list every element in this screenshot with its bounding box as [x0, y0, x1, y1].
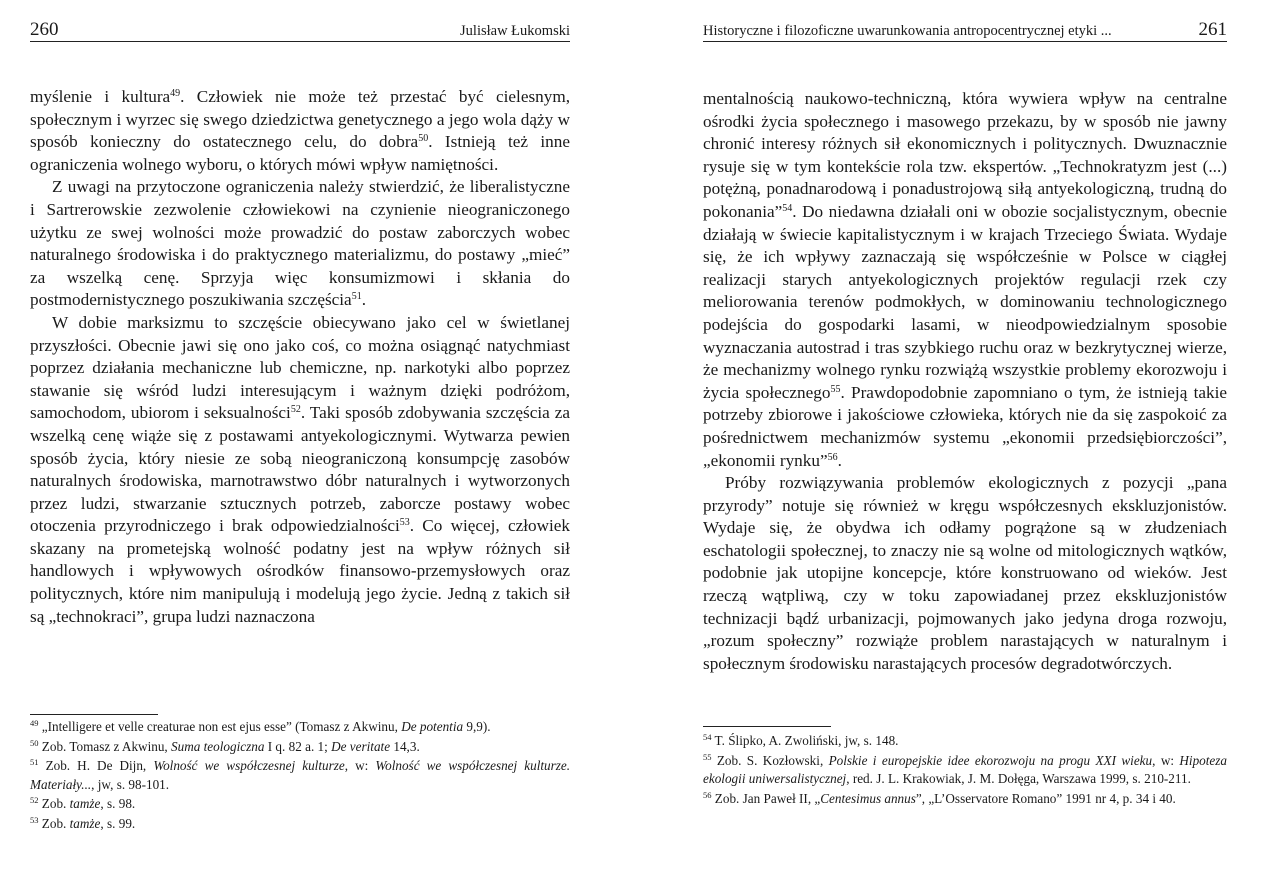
paragraph: W dobie marksizmu to szczęście obiecywano jako cel w świetlanej przyszłości. Obecnie jawi się ono jako coś, co można osiągnąć natychmiast poprzez działania mechaniczne lub chemiczne, np. narkotyki albo poprzez stawanie się wśród ludzi interesującym i ważnym dzięki podróżom, samochodom, ubiorom i seksualności$^{52}$. Taki sposób zdobywania szczęścia za wszelką cenę wiąże się z postawami antyekologicznymi. Wytwarza pewien sposób życia, który niesie ze sobą nieograniczoną konsumpcję zasobów naturalnych środowiska, marnotrawstwo dóbr naturalnych i wytworzonych przez ludzi, stwarzanie sztucznych potrzeb, zaborcze postawy wobec otoczenia przyrodniczego i brak odpowiedzialności$^{53}$. Co więcej, człowiek skazany na prometejską wolność podatny jest na wpływ różnych sił handlowych i wpływowych ośrodków finansowo-przemysłowych oraz politycznych, które nim manipulują i modelują jego życie. Jedną z takich sił są „technokraci”, grupa ludzi naznaczona [30, 312, 570, 626]
paragraph: Próby rozwiązywania problemów ekologicznych z pozycji „pana przyrody” notuje się również w kręgu współczesnych ekskluzjonistów. Wydaje się, że obydwa ich odłamy pogrążone są w złudzeniach eschatologii społecznej, to znaczy nie są wolne od mitologicznych wątków, podobnie jak utopijne koncepcje, które konstruowano od wieków. Jest rzeczą wątpliwą, czy w toku zapowiadanej przez ekskluzjonistów technizacji bądź urbanizacji, pojmowanych jako jedyna droga rozwoju, „rozum społeczny” rozwiąże problem narastających w naturalnym i społecznym środowisku narastających procesów degradotwórczych. [703, 473, 1227, 673]
page-number: 261 [1198, 19, 1227, 40]
paragraph: Z uwagi na przytoczone ograniczenia należy stwierdzić, że liberalistyczne i Sartrerowskie zezwolenie człowiekowi na czynienie nieograniczonego użytku ze swej wolności może prowadzić do postaw zaborczych wobec naturalnego środowiska i do praktycznego materializmu, do postawy „mieć” za wszelką cenę. Sprzyja więc konsumizmowi i skłania do postmodernistycznego poszukiwania szczęścia$^{51}$. [30, 177, 570, 310]
running-head-author: Julisław Łukomski [460, 23, 570, 39]
footnote-ref: 52 [290, 404, 301, 416]
left-page [30, 0, 570, 893]
footnote-separator [703, 726, 831, 727]
page-number: 260 [30, 19, 59, 40]
footnote: $^{51}$ Zob. H. De Dijn, Wolność we współczesnej kulturze, w: Wolność we współczesnej kulturze. Materiały..., jw, s. 98-101. [30, 757, 571, 792]
footnote-ref: 56 [827, 451, 838, 463]
running-head [30, 20, 570, 42]
footnote: $^{56}$ Zob. Jan Paweł II, „Centesimus annus”, „L’Osservatore Romano” 1991 nr 4, p. 34 i 40. [703, 789, 1176, 806]
footnote: $^{55}$ Zob. S. Kozłowski, Polskie i europejskie idee ekorozwoju na progu XXI wieku, w: Hipoteza ekologii uniwersalistycznej, red. J. L. Krakowiak, J. M. Dołęga, Warszawa 1999, s. 210-211. [703, 751, 1227, 786]
body-text [703, 88, 1227, 675]
footnote: $^{52}$ Zob. tamże, s. 98. [30, 795, 136, 812]
footnote-ref: 49 [170, 88, 181, 99]
footnote: $^{50}$ Zob. Tomasz z Akwinu, Suma teologiczna I q. 82 a. 1; De veritate 14,3. [30, 737, 420, 754]
footnote: $^{49}$ „Intelligere et velle creaturae non est ejus esse” (Tomasz z Akwinu, De potentia 9,9). [30, 718, 491, 734]
paragraph: mentalnością naukowo-techniczną, która wywiera wpływ na centralne ośrodki życia społecznego i masowego przekazu, by w sposób nie jawny chronić interesy różnych sił ekonomicznych i politycznych. Dwuznacznie rysuje się w tym kontekście rola tzw. ekspertów. „Technokratyzm jest (...) potężną, ponadnarodową i ponadustrojową siłą antyekologiczną, trudną do pokonania”$^{54}$. Do niedawna działali oni w obozie socjalistycznym, obecnie działają w świecie kapitalistycznym i w krajach Trzeciego Świata. Wydaje się, że ich wpływy zaznaczają się współcześnie w Polsce w ciągłej realizacji starych antyekologicznych projektów regulacji rzek czy meliorowania terenów podmokłych, w dominowaniu technologicznego podejścia do gospodarki lasami, w nieodpowiedzialnym sposobie wyznaczania autostrad i tras szybkiego ruchu oraz w bezkrytycznej wierze, że mechanizmy wolnego rynku rozwiążą wszystkie problemy ekorozwoju i życia społecznego$^{55}$. Prawdopodobnie zapomniano o tym, że istnieją takie potrzeby zbiorowe i jakościowe człowieka, których nie da się zaspokoić za pośrednictwem mechanizmów systemu „ekonomii przedsiębiorczości”, „ekonomii rynku”$^{56}$. [703, 89, 1228, 470]
footnote-ref: 53 [399, 517, 410, 529]
footnote: $^{54}$ T. Ślipko, A. Zwoliński, jw, s. 148. [703, 732, 899, 748]
footnote-ref: 54 [782, 202, 793, 214]
footnote-separator [30, 714, 158, 715]
footnotes [30, 718, 570, 835]
paragraph: myślenie i kultura$^{49}$. Człowiek nie może też przestać być cielesnym, społecznym i wyrzec się swego dziedzictwa genetycznego a jego wola dąży w sposób konieczny do ostatecznego celu, do dobra$^{50}$. Istnieją też inne ograniczenia wolnego wyboru, o których mówi wpływ namiętności. [30, 87, 570, 174]
running-head-title: Historyczne i filozoficzne uwarunkowania antropocentrycznej etyki ... [703, 23, 1112, 39]
footnotes [703, 732, 1227, 809]
footnote-ref: 50 [418, 133, 429, 145]
body-text [30, 86, 570, 628]
footnote-ref: 51 [351, 291, 362, 303]
running-head [703, 20, 1227, 42]
right-page [703, 0, 1227, 893]
footnote: $^{53}$ Zob. tamże, s. 99. [30, 815, 136, 832]
footnote-ref: 55 [830, 383, 841, 395]
